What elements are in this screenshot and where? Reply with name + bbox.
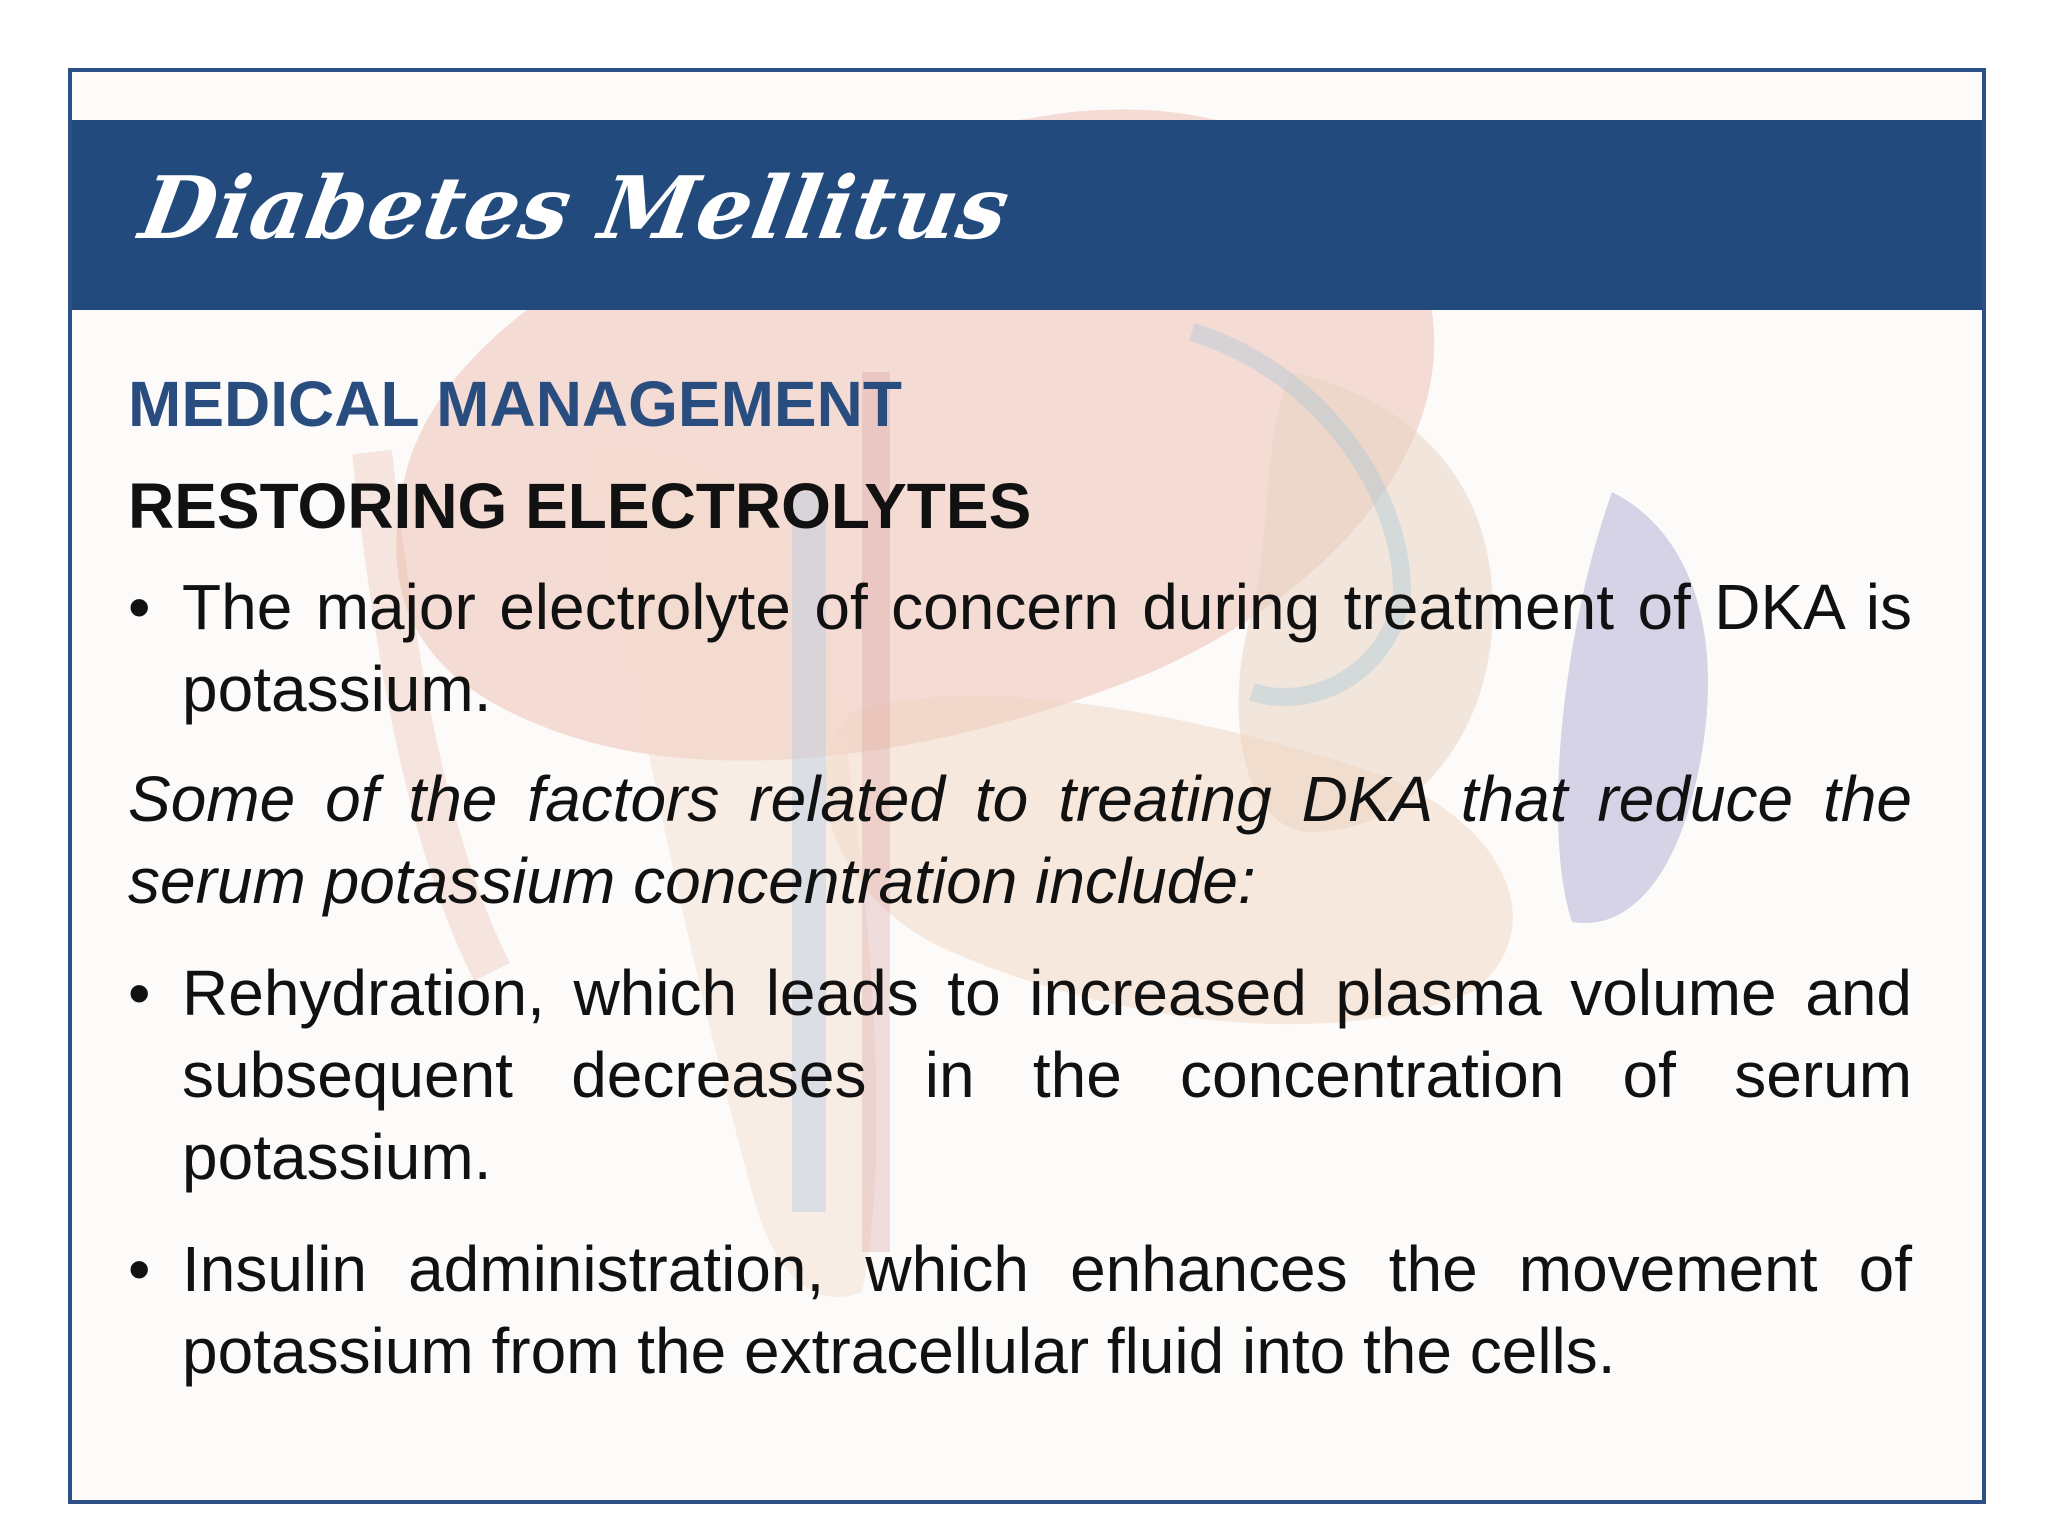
title-band (72, 120, 1982, 310)
section-heading: MEDICAL MANAGEMENT (128, 368, 902, 440)
subheading: RESTORING ELECTROLYTES (128, 470, 1032, 542)
slide-content (128, 364, 1912, 1392)
intro-text: Some of the factors related to treating DKA that reduce the serum potassium concentration include: (128, 763, 1912, 917)
slide-frame (68, 68, 1986, 1504)
bullet-text: Rehydration, which leads to increased plasma volume and subsequent decreases in the concentration of serum potassium. (182, 957, 1912, 1193)
bullet-item (128, 952, 1912, 1198)
bullet-symbol: • (128, 1233, 151, 1305)
bullet-text: The major electrolyte of concern during treatment of DKA is potassium. (182, 571, 1912, 725)
bullet-item (128, 1228, 1912, 1392)
bullet-item (128, 566, 1912, 730)
bullet-text: Insulin administration, which enhances the movement of potassium from the extracellular fluid into the cells. (182, 1233, 1912, 1387)
slide-title: Diabetes Mellitus (133, 158, 1018, 259)
bullet-symbol: • (128, 957, 151, 1029)
bullet-symbol: • (128, 571, 151, 643)
